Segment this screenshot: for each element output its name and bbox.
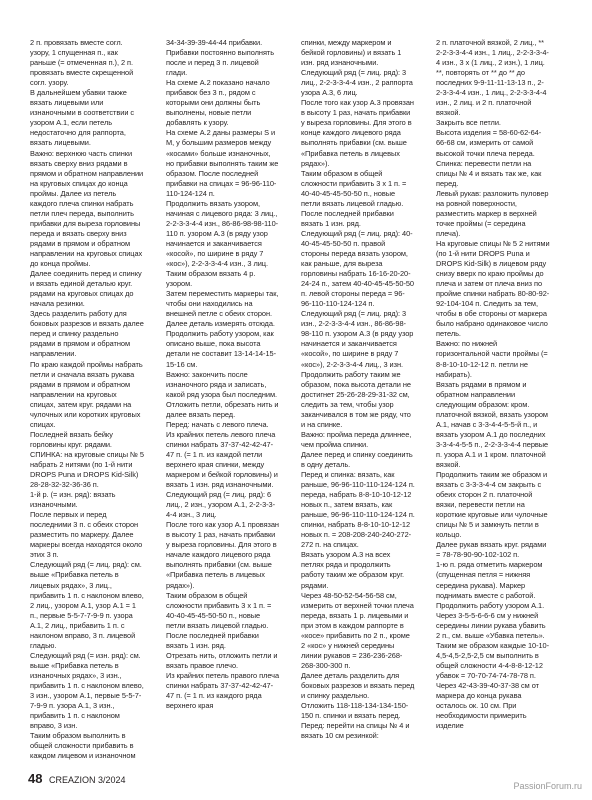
page-footer [28,771,126,786]
magazine-issue: CREAZION 3/2024 [48,775,126,785]
page-number: 48 [28,771,43,786]
watermark: PassionForum.ru [513,781,582,791]
text-column-3: спинки, между маркером и бейкой горловины) и вязать 1 изн. ряд изнаночными. Следующий ряд (= лиц. ряд): 3 лиц., 2-2-3-3-4-4 изн., 2 раппорта узора А.3, 6 лиц. После того как узор А.3 провязан в высоту 1 раз, начать прибавки у выреза горловины. Для этого в конце каждого лицевого ряда выполнять прибавки (см. выше «Прибавка петель в лицевых рядах»). Таким образом в общей сложности прибавить 3 х 1 п. = 40-40-45-45-50-50 п., новые петли вязать лицевой гладью. После последней прибавки вязать 1 изн. ряд. Следующий ряд (= лиц. ряд): 40-40-45-45-50-50 п. правой стороны переда вязать узором, как раньше, для выреза горловины набрать 16-16-20-20-24-24 п., затем 40-40-45-45-50-50 п. левой стороны переда = 96-96-110-110-124-124 п. Следующий ряд (= лиц. ряд): 3 изн., 2-2-3-3-4-4 изн., 86-86-98-98-110 п. узором А.3 (в ряду узор начинается и заканчивается «косой», по ширине в ряду 7 «кос»), 2-2-3-3-4-4 лиц., 3 изн. Продолжить работу таким же образом, пока высота детали не достигнет 25-26-28-29-31-32 см, следить за тем, чтобы узор заканчивался в том же ряду, что и на спинке. Важно: пройма переда длиннее, чем пройма спинки. Далее перед и спинку соединить в одну деталь. Перед и спинка: вязать, как раньше, 96-96-110-110-124-124 п. переда, набрать 8-8-10-10-12-12 новых п., затем вязать, как раньше, 96-96-110-110-124-124 п. спинки, набрать 8-8-10-10-12-12 новых п. = 208-208-240-240-272-272 п. на спицах. Вязать узором А.3 на всех петлях ряда и продолжить работу таким же образом круг. рядами. Через 48-50-52-54-56-58 см, измерить от верхней точки плеча переда, вязать 1 р. лицевыми и при этом в каждом раппорте в «косе» прибавить по 2 п., кроме 2 «кос» у нижней середины линии рукавов = 236-236-268-268-300-300 п. Далее деталь разделить для боковых разрезов и вязать перед и спинку раздельно. Отложить 118-118-134-134-150-150 п. спинки и вязать перед. Перед: перейти на спицы № 4 и вязать 10 см резинкой: [301,38,415,741]
text-column-1: 2 п. провязать вместе согл. узору, 1 спущенная п., как раньше (= отмеченная п.), 2 п. провязать вместе скрещенной согл. узору. В дальнейшем убавки также вязать лицевыми или изнаночными в соответствии с узором А.1, если петель недостаточно для раппорта, вязать лицевыми. Важно: верхнюю часть спинки вязать сверху вниз рядами в прямом и обратном направлении на круговых спицах до конца проймы. Далее из петель каждого плеча спинки набрать петли плеч переда, выполнить прибавки для выреза горловины переда и вязать сверху вниз рядами в прямом и обратном направлении на круговых спицах до конца проймы. Далее соединить перед и спинку и вязать единой деталью круг. рядами на круговых спицах до начала резинки. Здесь разделить работу для боковых разрезов и вязать далее перед и спинку раздельно рядами в прямом и обратном направлении. По краю каждой проймы набрать петли и сначала вязать рукава рядами в прямом и обратном направлении на круговых спицах, затем круг. рядами на чулочных или коротких круговых спицах. Последней вязать бейку горловины круг. рядами. СПИНКА: на круговые спицы № 5 набрать 2 нитями (по 1-й нити DROPS Puna и DROPS Kid-Silk) 28-28-32-32-36-36 п. 1-й р. (= изн. ряд): вязать изнаночными. После первых и перед последними 3 п. с обеих сторон разместить по маркеру. Далее маркеры всегда находятся около этих 3 п. Следующий ряд (= лиц. ряд): см. выше «Прибавка петель в лицевых рядах», 3 лиц., прибавить 1 п. с наклоном влево, 2 лиц., узором А.1, узор А.1 = 1 п., первые 5-5-7-7-9-9 п. узора А.1, 2 лиц., прибавить 1 п. с наклоном вправо, 3 п. лицевой гладью. Следующий ряд (= изн. ряд): см. выше «Прибавка петель в изнаночных рядах», 3 изн., прибавить 1 п. с наклоном влево, 3 изн., узором А.1, первые 5-5-7-7-9-9 п. узора А.1, 3 изн., прибавить 1 п. с наклоном вправо, 3 изн. Таким образом выполнить в общей сложности прибавить в каждом лицевом и изнаночном [30,38,144,761]
text-column-2: 34-34-39-39-44-44 прибавки. Прибавки постоянно выполнять после и перед 3 п. лицевой глади. На схеме А.2 показано начало прибавок без 3 п., рядом с которыми они должны быть выполнены, новые петли добавлять к узору. На схеме А.2 даны размеры S и M, у большим размеров между «косами» больше изнаночных, но прибавки выполнять таким же образом. После последней прибавки на спицах = 96-96-110-110-124-124 п. Продолжить вязать узором, начиная с лицевого ряда: 3 лиц., 2-2-3-3-4-4 изн., 86-86-98-98-110-110 п. узором А.3 (в ряду узор начинается и заканчивается «косой», по ширине в ряду 7 «кос»), 2-2-3-3-4-4 изн., 3 лиц. Таким образом вязать 4 р. узором. Затем переместить маркеры так, чтобы они находились на внешней петле с обеих сторон. Далее деталь измерять отсюда. Продолжить работу узором, как описано выше, пока высота детали не составит 13-14-14-15-15-16 см. Важно: закончить после изнаночного ряда и записать, какой ряд узора был последним. Отложить петли, обрезать нить и далее вязать перед. Перед: начать с левого плеча. Из крайних петель левого плеча спинки набрать 37-37-42-42-47-47 п. (= 1 п. из каждой петли верхнего края спинки, между маркером и бейкой горловины) и вязать 1 изн. ряд изнаночными. Следующий ряд (= лиц. ряд): 6 лиц., 2 изн., узором А.1, 2-2-3-3-4-4 изн., 3 лиц. После того как узор А.1 провязан в высоту 1 раз, начать прибавки у выреза горловины. Для этого в начале каждого лицевого ряда выполнять прибавки (см. выше «Прибавка петель в лицевых рядах»). Таким образом в общей сложности прибавить 3 х 1 п. = 40-40-45-45-50-50 п., новые петли вязать лицевой гладью. После последней прибавки вязать 1 изн. ряд. Отрезать нить, отложить петли и вязать правое плечо. Из крайних петель правого плеча спинки набрать 37-37-42-42-47-47 п. (= 1 п. из каждого ряда верхнего края [166,38,280,711]
text-column-4: 2 п. платочной вязкой, 2 лиц., ** 2-2-3-3-4-4 изн., 1 лиц., 2-2-3-3-4-4 изн., 3 х (1 лиц., 2 изн.), 1 лиц. **, повторять от ** до ** до последних 9-9-11-11-13-13 п., 2-2-3-3-4-4 изн., 1 лиц., 2-2-3-3-4-4 изн., 2 лиц. и 2 п. платочной вязкой. Закрыть все петли. Высота изделия = 58-60-62-64-66-68 см, измерить от самой высокой точки плеча переда. Спинка: перевести петли на спицы № 4 и вязать так же, как перед. Левый рукав: разложить пуловер на ровной поверхности, разместить маркер в верхней точке проймы (= середина плеча). На круговые спицы № 5 2 нитями (по 1-й нити DROPS Puna и DROPS Kid-Silk) в лицевом ряду снизу вверх по краю проймы до плеча и затем от плеча вниз по пройме спинки набрать 80-80-92-92-104-104 п. Следить за тем, чтобы в обе стороны от маркера было набрано одинаковое число петель. Важно: по нижней горизонтальной части проймы (= 8-8-10-10-12-12 п. петли не набирать). Вязать рядами в прямом и обратном направлении следующим образом: кром. платочной вязкой, вязать узором А.1, начав с 3-3-4-4-5-5-й п., и вязать узором А.1 до последних 3-3-4-4-5-5 п., 2-2-3-3-4-4 первые п. узора А.1 и 1 кром. платочной вязкой. Продолжить таким же образом и вязать с 3-3-3-4-4 см закрыть с обеих сторон 2 п. платочной вязки, перевести петли на короткие круговые или чулочные спицы № 5 и замкнуть петли в кольцо. Далее рукав вязать круг. рядами = 78-78-90-90-102-102 п. 1-ю п. ряда отметить маркером (спущенная петля = нижняя середина рукава). Маркер поднимать вместе с работой. Продолжить работу узором А.1. Через 3-5-5-6-6-6 см у нижней середины линии рукава убавить 2 п., см. выше «Убавка петель». Таким же образом каждые 10-10-4,5-4,5-2,5-2,5 см выполнить в общей сложности 4-4-8-8-12-12 убавок = 70-70-74-74-78-78 п. Через 42-43-39-40-37-38 см от маркера до конца рукава осталось ок. 10 см. При необходимости примерить изделие [436,38,550,731]
